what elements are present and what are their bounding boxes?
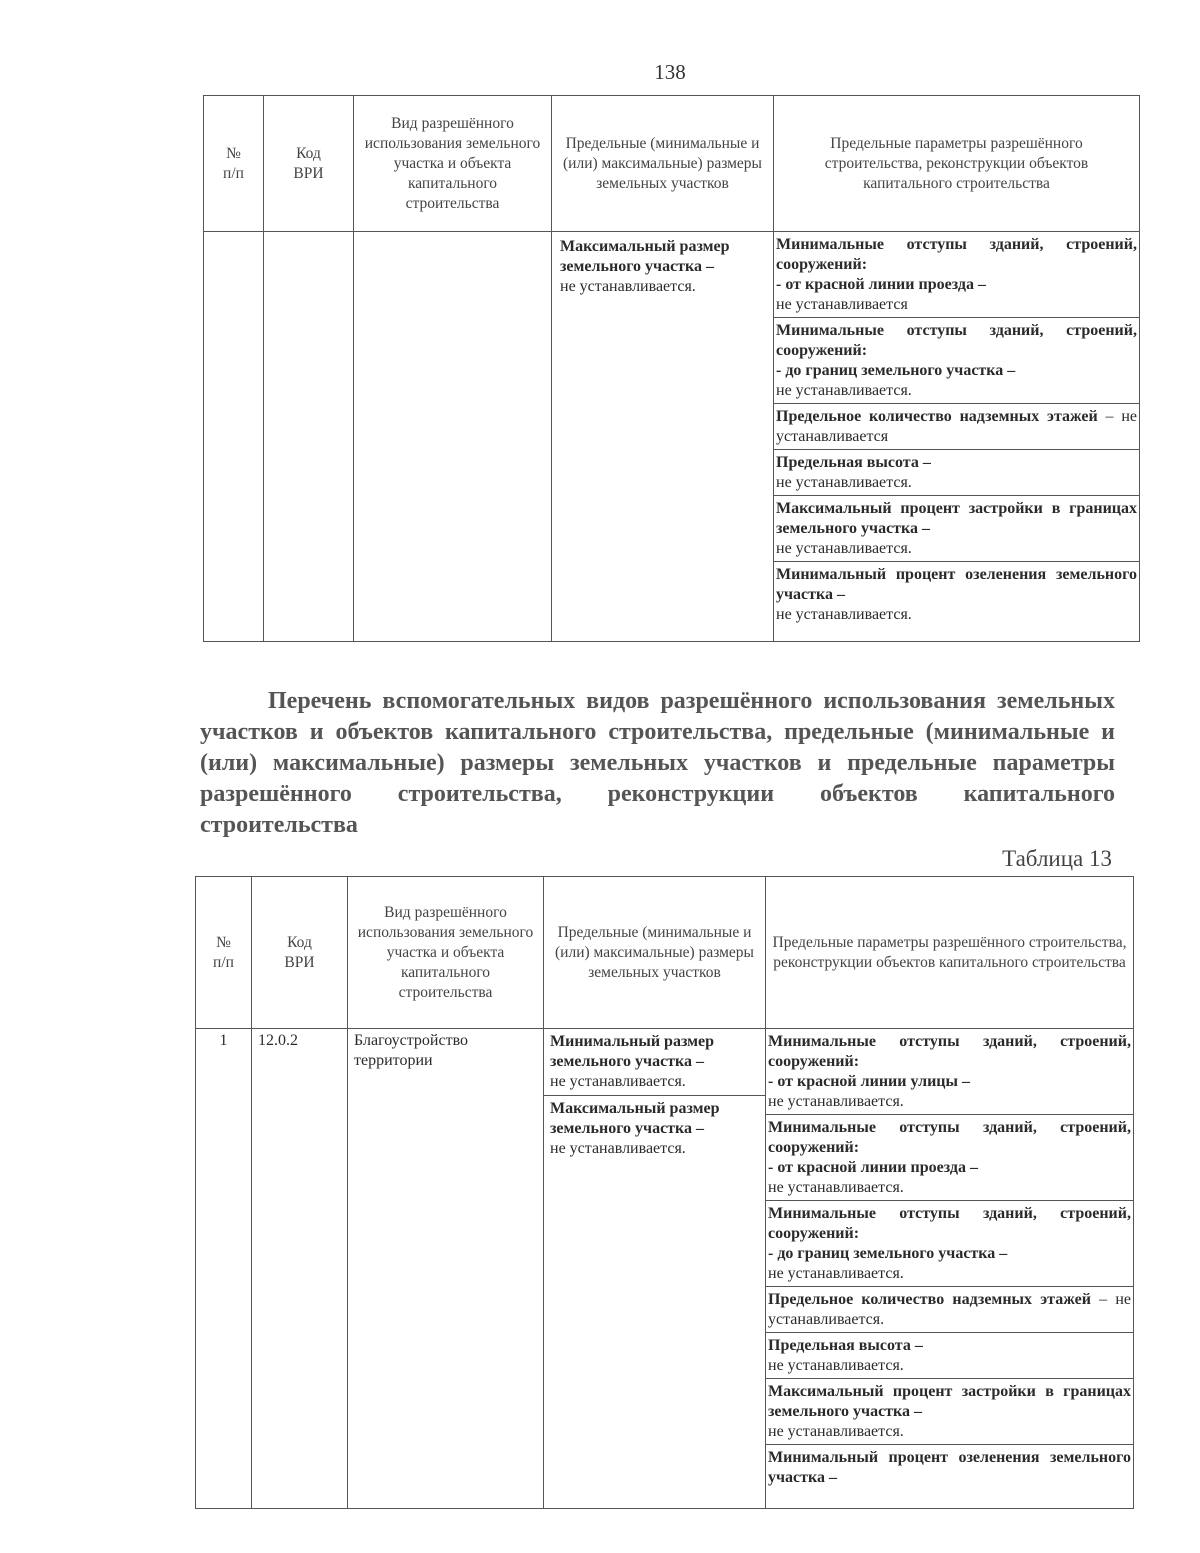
cell-num bbox=[204, 232, 264, 642]
param-greenery: Минимальный процент озеленения земельного участка – bbox=[768, 1449, 1131, 1486]
param-setback-driveway: Минимальные отступы зданий, строений, сооружений: - от красной линии проезда – не устанавливается bbox=[774, 232, 1139, 318]
param-setback-street: Минимальные отступы зданий, строений, сооружений: - от красной линии улицы – не устанавливается. bbox=[766, 1029, 1133, 1115]
header-code: Код ВРИ bbox=[264, 96, 354, 232]
header-use-type: Вид разрешённого использования земельного участка и объекта капитального строительства bbox=[348, 877, 544, 1029]
param-coverage: Максимальный процент застройки в границах земельного участка – не устанавливается. bbox=[766, 1379, 1133, 1445]
param-coverage: Максимальный процент застройки в границах земельного участка – не устанавливается. bbox=[774, 496, 1139, 562]
row-build-params bbox=[766, 1029, 1134, 1509]
param-height: Предельная высота – не устанавливается. bbox=[766, 1333, 1133, 1379]
header-code: Код ВРИ bbox=[252, 877, 348, 1029]
param-setback-driveway: Минимальные отступы зданий, строений, сооружений: - от красной линии проезда – не устанавливается. bbox=[766, 1115, 1133, 1201]
header-build-params: Предельные параметры разрешённого строительства, реконструкции объектов капитального строительства bbox=[766, 877, 1134, 1029]
param-setback-boundary: Минимальные отступы зданий, строений, сооружений: - до границ земельного участка – не устанавливается. bbox=[766, 1201, 1133, 1287]
param-setback-boundary: Минимальные отступы зданий, строений, сооружений: - до границ земельного участка – не устанавливается. bbox=[774, 318, 1139, 404]
header-plot-sizes: Предельные (минимальные и (или) максимальные) размеры земельных участков bbox=[552, 96, 774, 232]
param-greenery: Минимальный процент озеленения земельного участка – не устанавливается. bbox=[776, 566, 1137, 623]
cell-code bbox=[264, 232, 354, 642]
header-use-type: Вид разрешённого использования земельного участка и объекта капитального строительства bbox=[354, 96, 552, 232]
param-height: Предельная высота – не устанавливается. bbox=[774, 450, 1139, 496]
max-plot-size: Максимальный размер земельного участка – не устанавливается. bbox=[560, 238, 730, 295]
main-uses-table-continuation bbox=[203, 95, 1140, 642]
max-plot-size: Максимальный размер земельного участка – не устанавливается. bbox=[550, 1100, 720, 1157]
section-heading: Перечень вспомогательных видов разрешённого использования земельных участков и объектов капитального строительства, предельные (минимальные и (или) максимальные) размеры земельных участков и предельные параметры разрешённого строительства, реконструкции объектов капитального строительства bbox=[200, 688, 1115, 838]
cell-plot-sizes bbox=[552, 232, 774, 642]
header-num: № п/п bbox=[204, 96, 264, 232]
param-floors: Предельное количество надземных этажей – не устанавливается bbox=[774, 404, 1139, 450]
table-caption: Таблица 13 bbox=[1002, 846, 1112, 871]
header-plot-sizes: Предельные (минимальные и (или) максимальные) размеры земельных участков bbox=[544, 877, 766, 1029]
min-plot-size: Минимальный размер земельного участка – не устанавливается. bbox=[544, 1029, 765, 1096]
header-num: № п/п bbox=[196, 877, 252, 1029]
param-floors: Предельное количество надземных этажей – не устанавливается. bbox=[766, 1287, 1133, 1333]
cell-use-type bbox=[354, 232, 552, 642]
row-use-type: Благоустройство территории bbox=[348, 1029, 544, 1509]
auxiliary-uses-table bbox=[195, 876, 1134, 1509]
row-num: 1 bbox=[196, 1029, 252, 1509]
row-plot-sizes bbox=[544, 1029, 766, 1509]
header-build-params: Предельные параметры разрешённого строительства, реконструкции объектов капитального строительства bbox=[774, 96, 1140, 232]
row-code: 12.0.2 bbox=[252, 1029, 348, 1509]
cell-build-params bbox=[774, 232, 1140, 642]
page-number: 138 bbox=[654, 60, 686, 84]
